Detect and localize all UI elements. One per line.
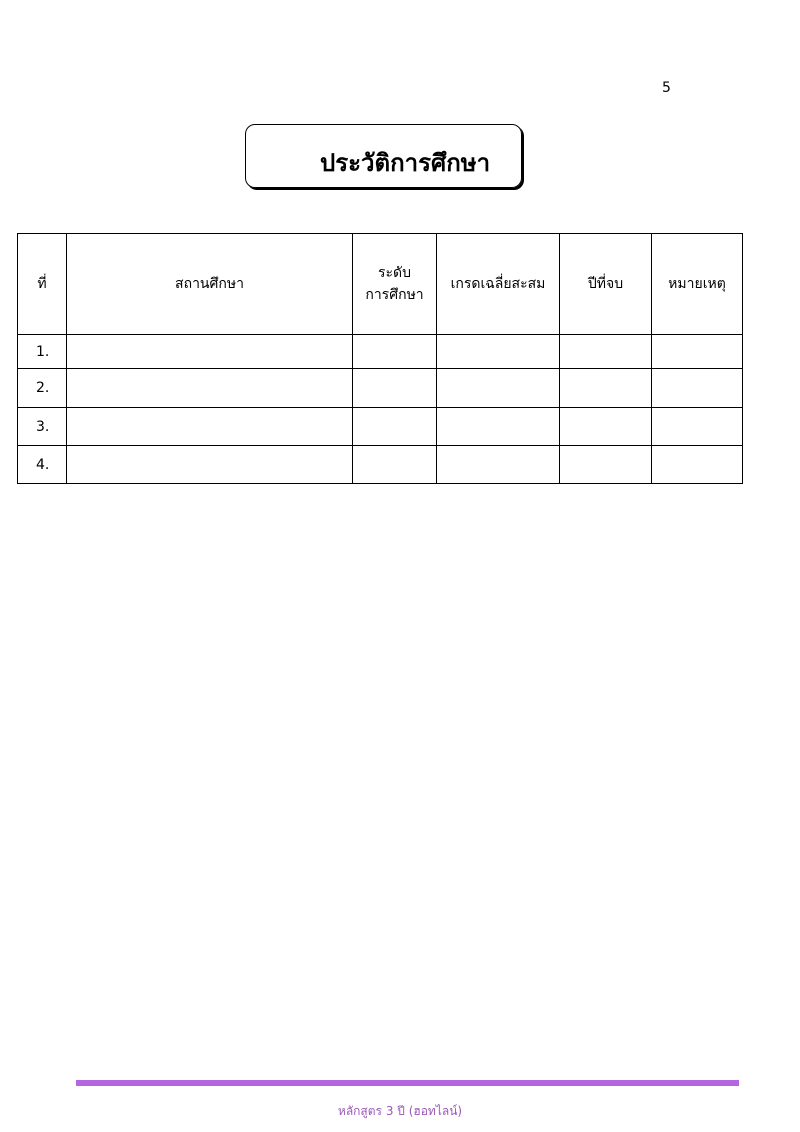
level-cell	[353, 369, 437, 408]
footer-text: หลักสูตร 3 ปี (ฮอทไลน์)	[337, 1104, 463, 1118]
row-number: 4.	[18, 446, 67, 484]
gpa-cell	[437, 408, 560, 446]
year-cell	[560, 369, 652, 408]
level-cell	[353, 335, 437, 369]
header-gpa: เกรดเฉลี่ยสะสม	[437, 234, 560, 335]
header-level-line2: การศึกษา	[365, 287, 424, 303]
row-number: 1.	[18, 335, 67, 369]
level-cell	[353, 408, 437, 446]
row-number: 2.	[18, 369, 67, 408]
remark-cell	[652, 335, 743, 369]
footer-divider	[76, 1080, 739, 1086]
row-number: 3.	[18, 408, 67, 446]
institution-cell	[67, 408, 353, 446]
institution-cell	[67, 446, 353, 484]
page-number: 5	[662, 80, 671, 96]
header-institution: สถานศึกษา	[67, 234, 353, 335]
header-level	[353, 234, 437, 335]
table-header-row	[18, 234, 743, 335]
remark-cell	[652, 408, 743, 446]
year-cell	[560, 335, 652, 369]
table-row	[18, 408, 743, 446]
remark-cell	[652, 369, 743, 408]
header-no: ที่	[18, 234, 67, 335]
year-cell	[560, 408, 652, 446]
table-row	[18, 446, 743, 484]
table-row	[18, 335, 743, 369]
gpa-cell	[437, 335, 560, 369]
header-level-line1: ระดับ	[377, 265, 412, 281]
education-history-table	[17, 233, 743, 484]
title-box	[245, 124, 522, 188]
year-cell	[560, 446, 652, 484]
table-row	[18, 369, 743, 408]
gpa-cell	[437, 446, 560, 484]
header-year: ปีที่จบ	[560, 234, 652, 335]
header-remark: หมายเหตุ	[652, 234, 743, 335]
level-cell	[353, 446, 437, 484]
remark-cell	[652, 446, 743, 484]
page-title: ประวัติการศึกษา	[320, 149, 491, 177]
gpa-cell	[437, 369, 560, 408]
institution-cell	[67, 335, 353, 369]
institution-cell	[67, 369, 353, 408]
